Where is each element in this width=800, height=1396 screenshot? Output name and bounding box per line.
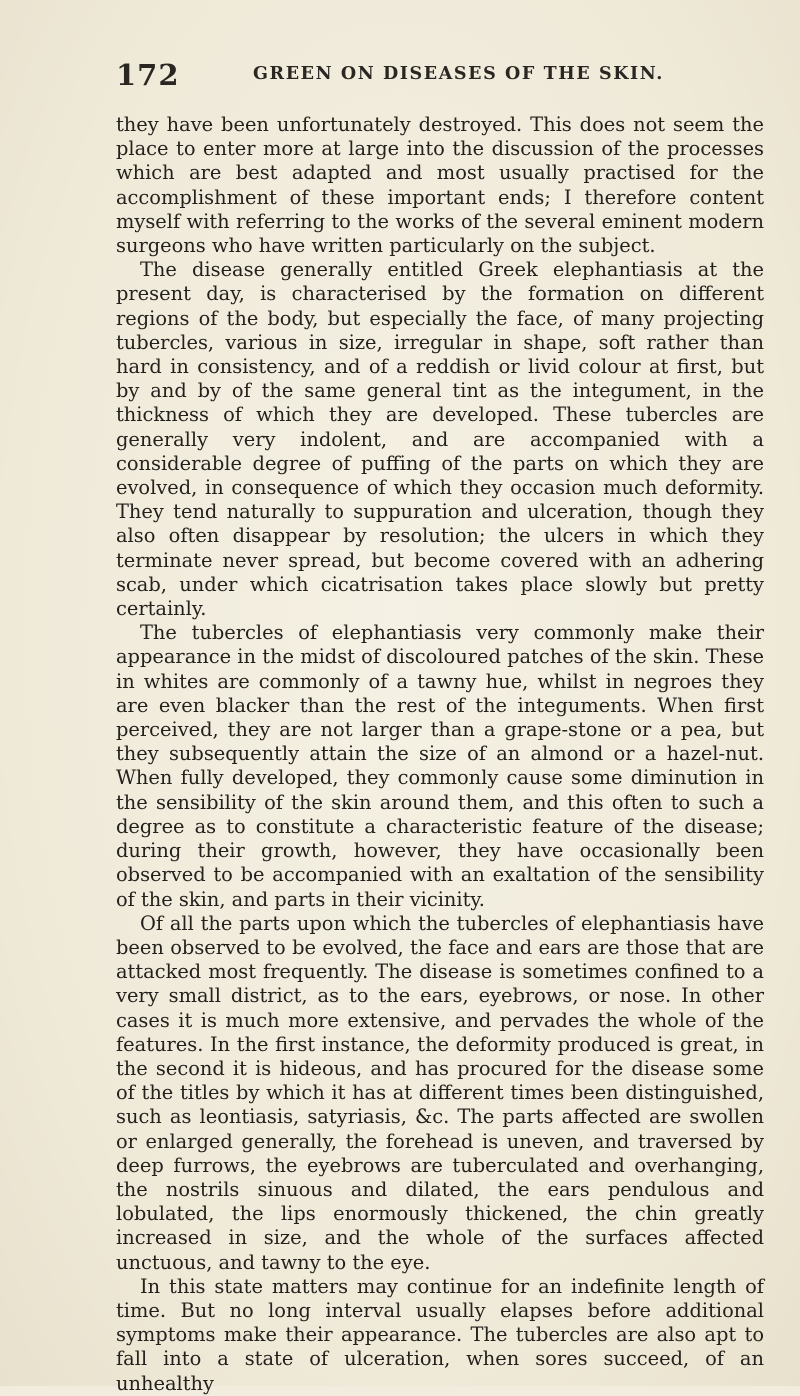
paragraph-greek-elephantiasis: The disease generally entitled Greek elephantiasis at the present day, is characterised by the formation on different regions of the body, but especially the face, of many projecting tubercles, various in size, irregular in shape, soft rather than hard in consistency, and of a reddish or livid colour at first, but by and by of the same general tint as the integument, in the thickness of which they are developed. These tubercles are generally very indolent, and are accompanied with a considerable degree of puffing of the parts on which they are evolved, in consequence of which they occasion much deformity. They tend naturally to suppuration and ulceration, though they also often disappear by resolution; the ulcers in which they terminate never spread, but become covered with an adhering scab, under which cicatrisation takes place slowly but pretty certainly. xyxy=(116,258,764,621)
page-number: 172 xyxy=(116,58,180,92)
page-header xyxy=(116,58,762,98)
paragraph-tubercles: The tubercles of elephantiasis very commonly make their appearance in the midst of discoloured patches of the skin. These in whites are commonly of a tawny hue, whilst in negroes they are even blacker than the rest of the integuments. When first perceived, they are not larger than a grape-stone or a pea, but they subsequently attain the size of an almond or a hazel-nut. When fully developed, they commonly cause some diminution in the sensibility of the skin around them, and this often to such a degree as to constitute a characteristic feature of the disease; during their growth, however, they have occasionally been observed to be accompanied with an exaltation of the sensibility of the skin, and parts in their vicinity. xyxy=(116,621,764,911)
paragraph-face-and-ears: Of all the parts upon which the tubercles of elephantiasis have been observed to be evolved, the face and ears are those that are attacked most frequently. The disease is sometimes confined to a very small district, as to the ears, eyebrows, or nose. In other cases it is much more extensive, and pervades the whole of the features. In the first instance, the deformity produced is great, in the second it is hideous, and has procured for the disease some of the titles by which it has at different times been distinguished, such as leontiasis, satyriasis, &c. The parts affected are swollen or enlarged generally, the forehead is uneven, and traversed by deep furrows, the eyebrows are tuberculated and overhanging, the nostrils sinuous and dilated, the ears pendulous and lobulated, the lips enormously thickened, the chin greatly increased in size, and the whole of the surfaces affected unctuous, and tawny to the eye. xyxy=(116,911,764,1274)
body-text xyxy=(116,113,764,1396)
running-head: GREEN ON DISEASES OF THE SKIN. xyxy=(253,64,664,84)
paragraph-continued: they have been unfortunately destroyed. This does not seem the place to enter more at large into the discussion of the processes which are best adapted and most usually practised for the accomplishment of these important ends; I therefore content myself with referring to the works of the several eminent modern surgeons who have written particularly on the subject. xyxy=(116,113,764,258)
paragraph-continuation: In this state matters may continue for an indefinite length of time. But no long interval usually elapses before additional symptoms make their appearance. The tubercles are also apt to fall into a state of ulceration, when sores succeed, of an unhealthy xyxy=(116,1274,764,1395)
